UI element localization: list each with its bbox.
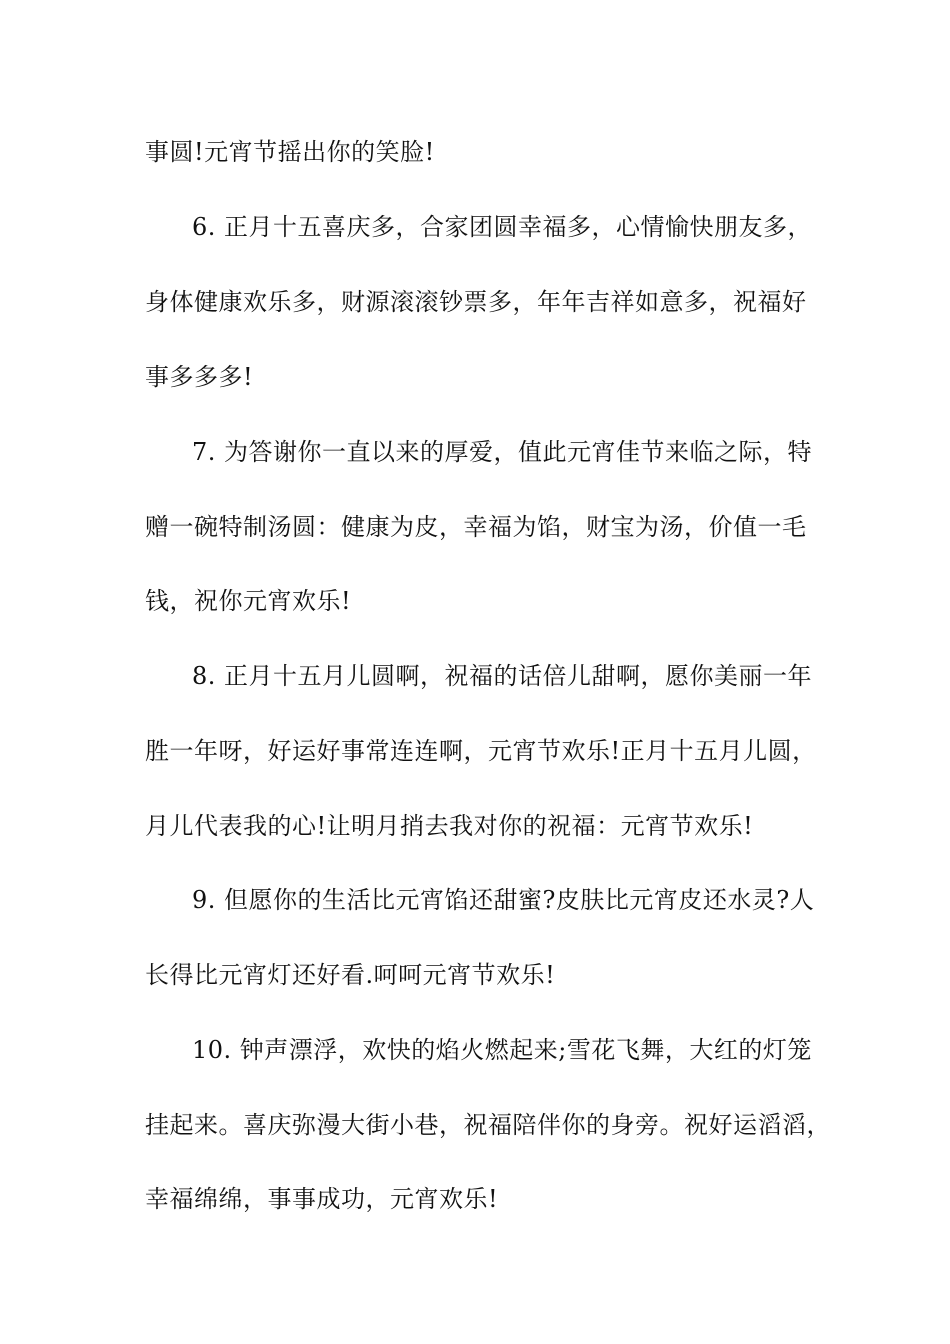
- item-10-line-1: 10. 钟声漂浮，欢快的焰火燃起来;雪花飞舞，大红的灯笼: [192, 1036, 812, 1064]
- text-line: 事圆!元宵节摇出你的笑脸!: [145, 138, 435, 166]
- item-7-line-2: 赠一碗特制汤圆：健康为皮，幸福为馅，财宝为汤，价值一毛: [145, 513, 807, 541]
- item-9-line-1: 9. 但愿你的生活比元宵馅还甜蜜?皮肤比元宵皮还水灵?人: [192, 886, 815, 914]
- item-10-line-3: 幸福绵绵，事事成功，元宵欢乐!: [145, 1185, 499, 1213]
- item-9-line-2: 长得比元宵灯还好看.呵呵元宵节欢乐!: [145, 961, 556, 989]
- item-10-line-2: 挂起来。喜庆弥漫大街小巷，祝福陪伴你的身旁。祝好运滔滔，: [145, 1111, 831, 1139]
- item-6-line-2: 身体健康欢乐多，财源滚滚钞票多，年年吉祥如意多，祝福好: [145, 288, 807, 316]
- item-7-line-3: 钱，祝你元宵欢乐!: [145, 587, 352, 615]
- item-8-line-2: 胜一年呀，好运好事常连连啊，元宵节欢乐!正月十五月儿圆，: [145, 737, 817, 765]
- item-8-line-3: 月儿代表我的心!让明月捎去我对你的祝福：元宵节欢乐!: [145, 812, 754, 840]
- item-6-line-1: 6. 正月十五喜庆多，合家团圆幸福多，心情愉快朋友多，: [192, 213, 813, 241]
- item-6-line-3: 事多多多!: [145, 363, 254, 391]
- item-7-line-1: 7. 为答谢你一直以来的厚爱，值此元宵佳节来临之际，特: [192, 438, 813, 466]
- item-8-line-1: 8. 正月十五月儿圆啊，祝福的话倍儿甜啊，愿你美丽一年: [192, 662, 813, 690]
